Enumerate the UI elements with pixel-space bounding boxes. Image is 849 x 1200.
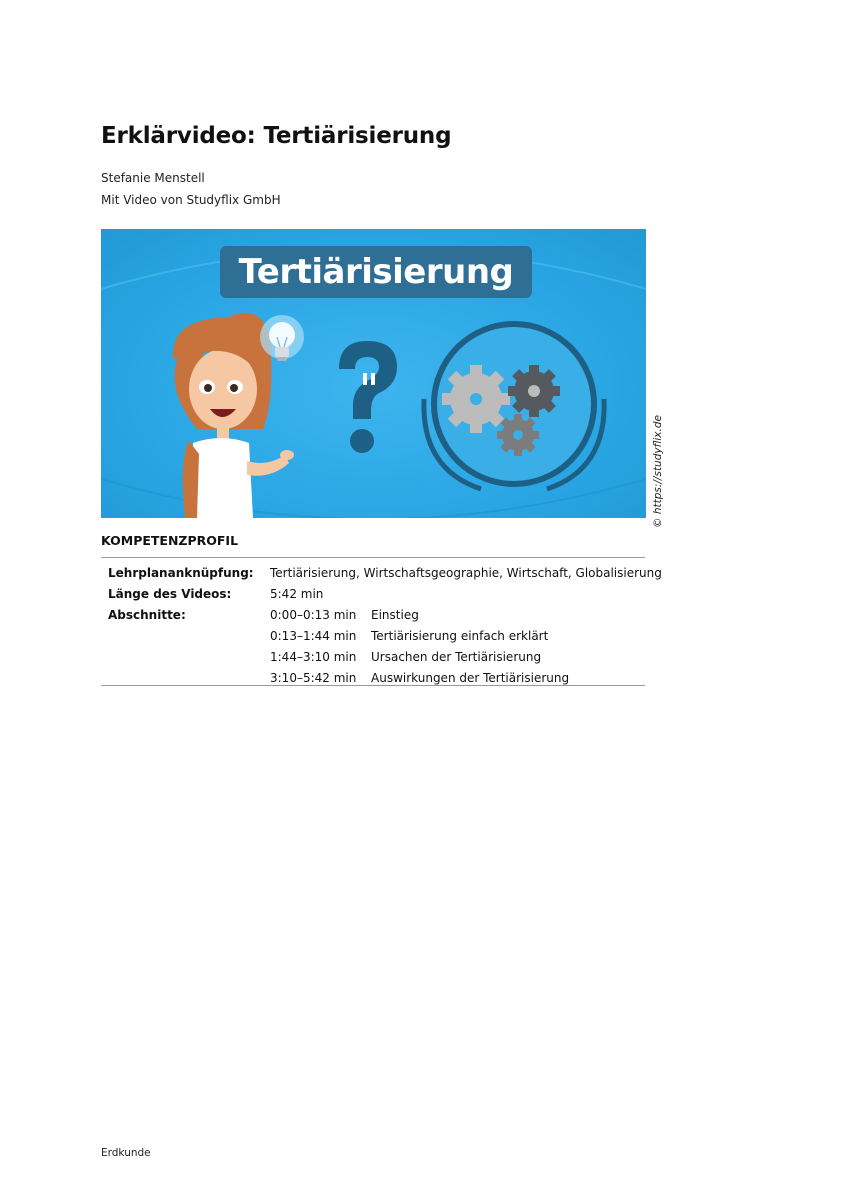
value-curriculum: Tertiärisierung, Wirtschaftsgeographie, Wirtschaft, Globalisierung bbox=[270, 566, 662, 580]
segment-title: Auswirkungen der Tertiärisierung bbox=[371, 671, 570, 685]
label-curriculum: Lehrplananknüpfung: bbox=[108, 566, 254, 580]
table-top-rule bbox=[101, 557, 645, 558]
segment-time: 0:13–1:44 min bbox=[270, 629, 357, 643]
label-sections: Abschnitte: bbox=[108, 608, 186, 622]
page-title: Erklärvideo: Tertiärisierung bbox=[101, 123, 452, 149]
copyright-note: © https://studyflix.de bbox=[652, 415, 664, 528]
video-title-box bbox=[220, 246, 532, 298]
section-heading: KOMPETENZPROFIL bbox=[101, 533, 239, 548]
video-title: Tertiärisierung bbox=[238, 252, 514, 292]
question-mark-icon bbox=[339, 341, 397, 453]
author-name: Stefanie Menstell bbox=[101, 171, 205, 185]
video-source: Mit Video von Studyflix GmbH bbox=[101, 193, 281, 207]
segment-time: 0:00–0:13 min bbox=[270, 608, 357, 622]
segment-title: Ursachen der Tertiärisierung bbox=[371, 650, 542, 664]
segment-time: 1:44–3:10 min bbox=[270, 650, 357, 664]
gears-icon bbox=[424, 324, 604, 489]
label-video-length: Länge des Videos: bbox=[108, 587, 232, 601]
value-video-length: 5:42 min bbox=[270, 587, 324, 601]
segment-title: Einstieg bbox=[371, 608, 419, 622]
footer-subject: Erdkunde bbox=[101, 1147, 151, 1159]
table-bottom-rule bbox=[101, 685, 645, 686]
video-player[interactable] bbox=[101, 229, 646, 518]
segment-title: Tertiärisierung einfach erklärt bbox=[371, 629, 549, 643]
segment-time: 3:10–5:42 min bbox=[270, 671, 357, 685]
